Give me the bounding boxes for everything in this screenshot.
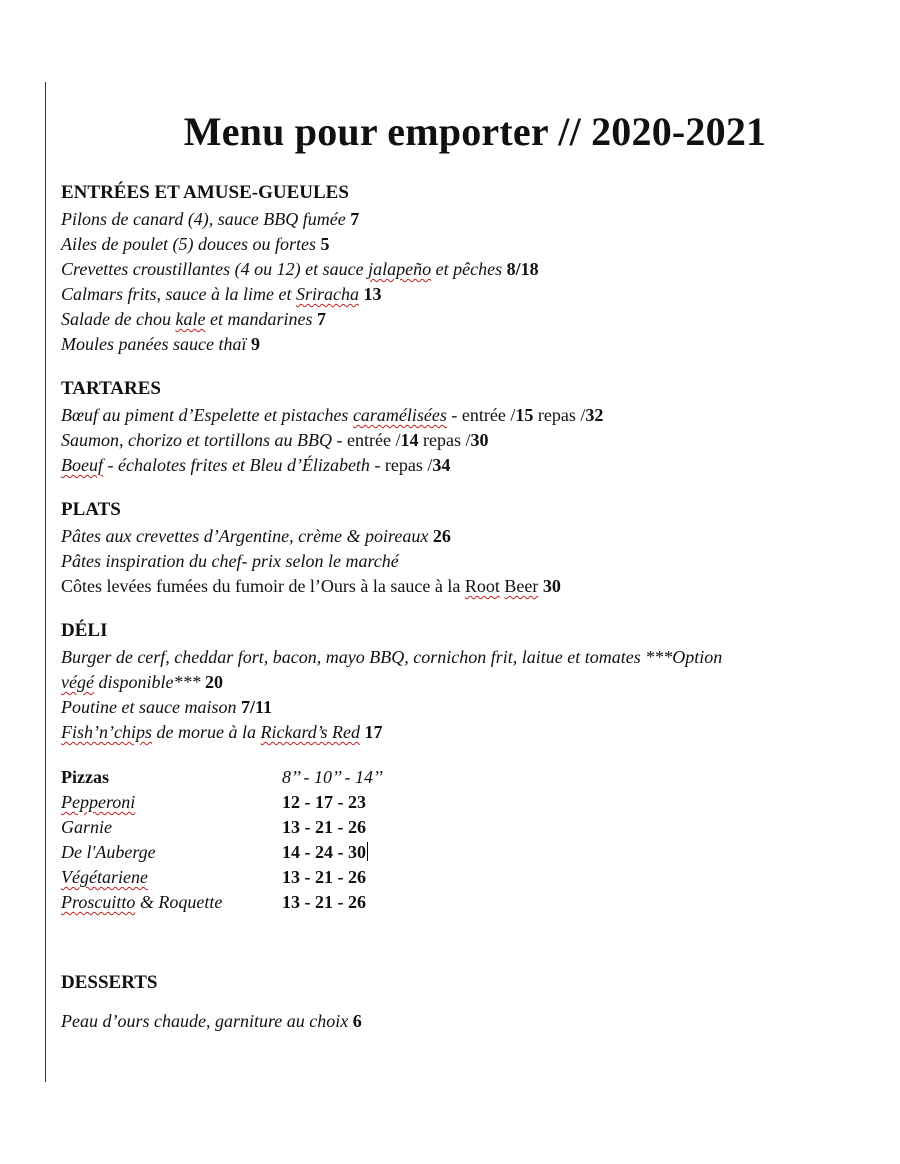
pizza-name [61,865,282,890]
pizza-heading: Pizzas [61,767,109,787]
spellcheck-word: Sriracha [296,284,359,304]
pizza-prices: 13 - 21 - 26 [282,892,366,912]
pizza-name: Garnie [61,817,112,837]
section-entrees [61,181,861,357]
section-heading: DÉLI [61,620,108,641]
spellcheck-word: jalapeño [368,259,432,279]
menu-document [61,108,861,1034]
spellcheck-word: Beer [504,576,539,596]
menu-item: Côtes levées fumées du fumoir de l’Ours à la sauce à la Root Beer 30 [61,576,561,596]
menu-item: Pâtes aux crevettes d’Argentine, crème & poireaux 26 [61,526,451,546]
spellcheck-word: Boeuf [61,455,103,475]
section-plats [61,498,861,599]
section-heading: PLATS [61,499,121,520]
pizza-sizes: 8’’ - 10’’ - 14’’ [282,767,383,787]
left-margin-line [45,82,46,1082]
menu-item: Burger de cerf, cheddar fort, bacon, mayo BBQ, cornichon frit, laitue et tomates ***Option [61,647,723,667]
section-heading: TARTARES [61,378,161,399]
menu-item: Poutine et sauce maison 7/11 [61,697,272,717]
spellcheck-word: caramélisées [352,405,447,425]
section-heading: DESSERTS [61,972,158,993]
menu-item: Boeuf - échalotes frites et Bleu d’Élizabeth - repas /34 [61,455,451,475]
spellcheck-word: végé [61,672,94,692]
pizza-prices: 13 - 21 - 26 [282,867,366,887]
menu-item: Bœuf au piment d’Espelette et pistaches caramélisées - entrée /15 repas /32 [61,405,604,425]
menu-item: Calmars frits, sauce à la lime et Sriracha 13 [61,284,382,304]
spellcheck-word: Rickard’s Red [260,722,360,742]
pizza-prices: 12 - 17 - 23 [282,792,366,812]
menu-item: Ailes de poulet (5) douces ou fortes 5 [61,234,330,254]
pizza-prices: 13 - 21 - 26 [282,817,366,837]
section-deli [61,619,861,745]
spellcheck-word: Proscuitto [61,892,136,912]
spellcheck-word: Végétariene [61,867,148,887]
spellcheck-word: kale [175,309,206,329]
menu-item: Peau d’ours chaude, garniture au choix 6 [61,1011,362,1031]
menu-item: Salade de chou kale et mandarines 7 [61,309,326,329]
spellcheck-word: Fish’n’chips [61,722,152,742]
pizza-prices-row [282,840,482,865]
section-pizzas [61,765,861,915]
menu-item: Crevettes croustillantes (4 ou 12) et sauce jalapeño et pêches 8/18 [61,259,539,279]
pizza-name: Proscuitto & Roquette [61,892,223,912]
spellcheck-word: Pepperoni [61,792,136,812]
pizza-prices: 14 - 24 - 30 [282,842,366,862]
pizza-name [61,790,282,815]
section-tartares [61,377,861,478]
text-cursor [367,842,368,861]
section-desserts [61,971,861,1034]
menu-item: Moules panées sauce thaï 9 [61,334,260,354]
menu-item: Fish’n’chips de morue à la Rickard’s Red 17 [61,722,383,742]
menu-title: Menu pour emporter // 2020-2021 [183,109,767,154]
menu-item: végé disponible*** 20 [61,672,223,692]
pizza-name: De l'Auberge [61,842,156,862]
spellcheck-word: Root [464,576,500,596]
section-heading: ENTRÉES ET AMUSE-GUEULES [61,182,349,203]
menu-item: Saumon, chorizo et tortillons au BBQ - entrée /14 repas /30 [61,430,489,450]
menu-item: Pâtes inspiration du chef- prix selon le marché [61,551,399,571]
menu-item: Pilons de canard (4), sauce BBQ fumée 7 [61,209,360,229]
